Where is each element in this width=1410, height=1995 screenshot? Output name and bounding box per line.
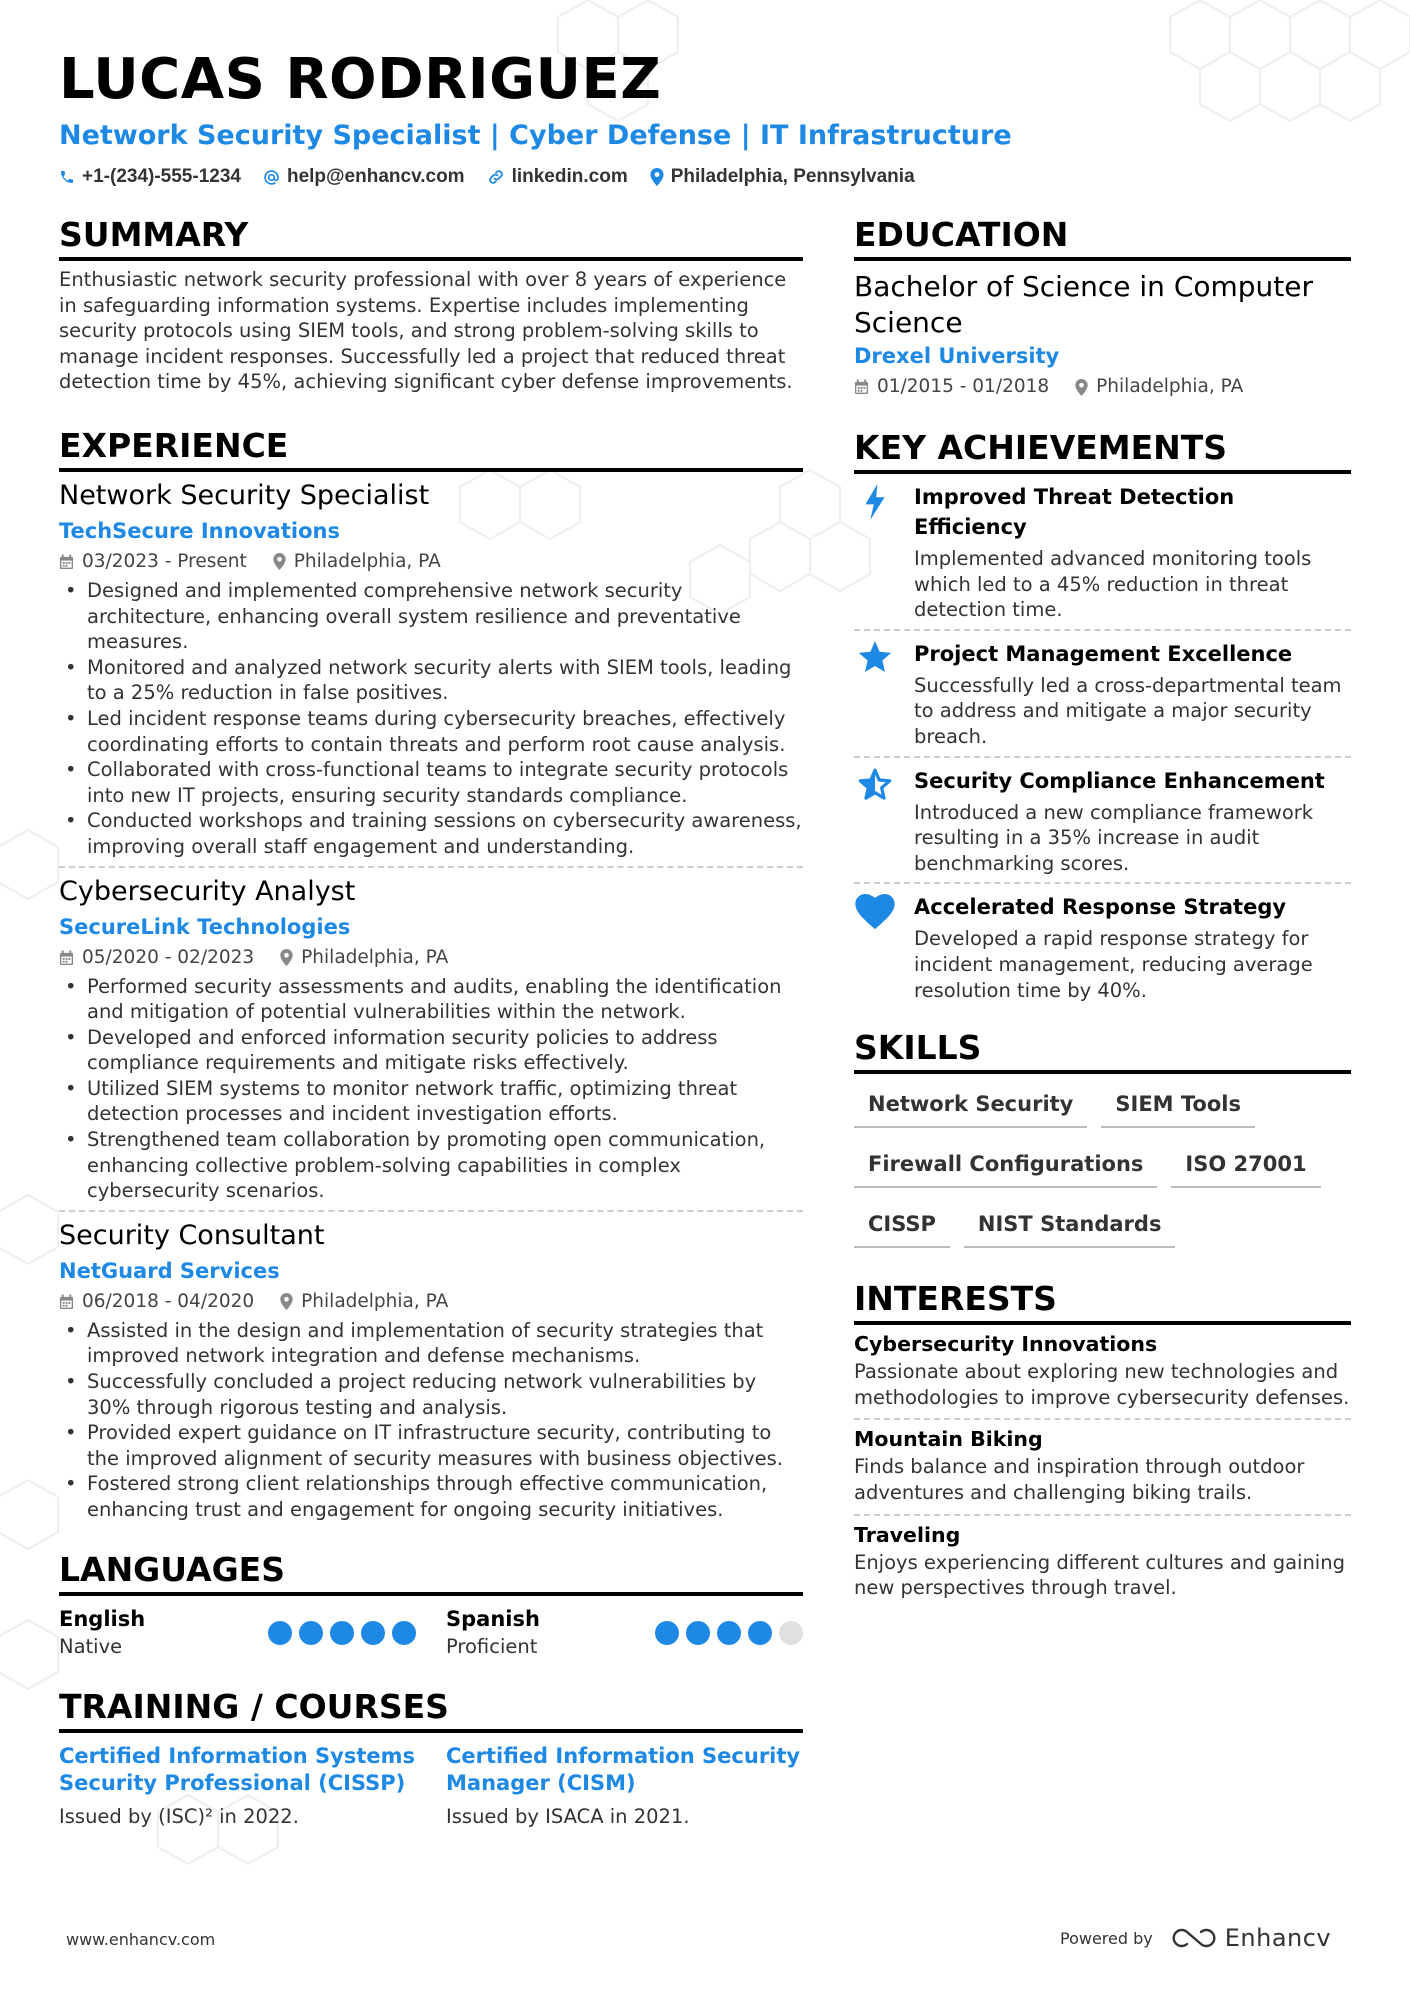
skill-tag: Firewall Configurations — [854, 1146, 1157, 1188]
job-title: Security Consultant — [59, 1219, 325, 1251]
experience-entry — [59, 478, 803, 868]
job-bullet: • Performed security assessments and audits, enabling the identification and mitigation of potential vulnerabilities within the network. — [59, 974, 803, 1025]
job-location-text: Philadelphia, PA — [301, 1290, 449, 1312]
calendar-icon — [854, 379, 869, 395]
candidate-name: LUCAS RODRIGUEZ — [59, 47, 662, 112]
candidate-title: Network Security Specialist | Cyber Defense | IT Infrastructure — [59, 120, 1012, 151]
skill-tag: CISSP — [854, 1206, 950, 1248]
contact-row — [59, 166, 1359, 188]
interest-desc: Finds balance and inspiration through outdoor adventures and challenging biking trails. — [854, 1455, 1305, 1504]
language-level: Proficient — [446, 1634, 538, 1658]
achievement-item — [854, 758, 1351, 885]
skill-tag: Network Security — [854, 1086, 1087, 1128]
achievement-desc: Implemented advanced monitoring tools which led to a 45% reduction in threat detection time. — [914, 547, 1312, 622]
training-heading: TRAINING / COURSES — [59, 1686, 803, 1733]
job-dates — [59, 548, 247, 576]
skills-section — [854, 1027, 1351, 1248]
star-outline-icon — [857, 768, 893, 802]
interest-item — [854, 1325, 1351, 1420]
footer-branding — [1060, 1924, 1331, 1952]
languages-list — [59, 1606, 803, 1660]
location-pin-icon — [650, 168, 664, 186]
experience-section — [59, 425, 803, 1529]
education-meta — [854, 373, 1351, 401]
location-pin-icon — [280, 1293, 293, 1310]
job-location — [280, 944, 448, 972]
summary-text: Enthusiastic network security professional with over 8 years of experience in safeguarding information systems. Expertise includes implementing security protocols using SIEM tools, and strong problem-solving skills to manage incident responses. Successfully led a project that reduced threat detection time by 45%, achieving significant cyber defense improvements. — [59, 268, 793, 394]
education-location-text: Philadelphia, PA — [1096, 376, 1244, 397]
course-item — [59, 1743, 416, 1830]
achievement-icon-wrap — [854, 766, 896, 877]
at-icon — [263, 169, 280, 186]
job-bullets — [59, 974, 803, 1204]
job-dates — [59, 944, 254, 972]
calendar-icon — [59, 950, 74, 966]
training-section — [59, 1686, 803, 1830]
interests-section — [854, 1278, 1351, 1609]
achievement-title: Improved Threat Detection Efficiency — [914, 485, 1235, 539]
education-heading: EDUCATION — [854, 214, 1351, 261]
experience-entry — [59, 874, 803, 1212]
language-name: Spanish — [446, 1606, 540, 1631]
job-dates-text: 03/2023 - Present — [82, 550, 247, 572]
heart-icon — [855, 894, 895, 930]
achievement-desc: Successfully led a cross-departmental team to address and mitigate a major security breach. — [914, 673, 1342, 748]
phone-icon — [59, 169, 75, 185]
language-name: English — [59, 1606, 146, 1631]
job-location — [273, 548, 441, 576]
job-bullet: • Conducted workshops and training sessions on cybersecurity awareness, improving overall staff engagement and understanding. — [59, 808, 803, 859]
interest-desc: Passionate about exploring new technologies and methodologies to improve cybersecurity defenses. — [854, 1360, 1350, 1409]
languages-section — [59, 1549, 803, 1660]
contact-phone-text: +1-(234)-555-1234 — [82, 166, 241, 187]
job-bullet: • Successfully concluded a project reducing network vulnerabilities by 30% through rigorous testing and analysis. — [59, 1369, 803, 1420]
achievement-item — [854, 884, 1351, 1009]
achievement-item — [854, 631, 1351, 758]
location-pin-icon — [1075, 379, 1088, 396]
brand-logo[interactable] — [1171, 1924, 1331, 1952]
job-bullet: • Strengthened team collaboration by promoting open communication, enhancing collective problem-solving capabilities in complex cybersecurity scenarios. — [59, 1127, 803, 1204]
job-meta — [59, 548, 803, 576]
interest-title: Traveling — [854, 1522, 961, 1547]
rating-dot-empty — [779, 1621, 803, 1645]
contact-email[interactable] — [263, 166, 465, 188]
contact-phone[interactable] — [59, 166, 241, 188]
school-name: Drexel University — [854, 344, 1060, 368]
right-column — [854, 214, 1351, 1609]
contact-location — [650, 166, 915, 188]
summary-section — [59, 214, 803, 395]
location-pin-icon — [273, 553, 286, 570]
interest-item — [854, 1420, 1351, 1515]
brand-name: Enhancv — [1224, 1924, 1332, 1952]
rating-dot-filled — [655, 1621, 679, 1645]
skill-tag: SIEM Tools — [1101, 1086, 1255, 1128]
job-bullet: • Collaborated with cross-functional teams to integrate security protocols into new IT projects, ensuring security standards compliance. — [59, 757, 803, 808]
skill-tag: ISO 27001 — [1171, 1146, 1320, 1188]
rating-dot-filled — [361, 1621, 385, 1645]
interest-title: Cybersecurity Innovations — [854, 1332, 1158, 1357]
job-bullet: • Utilized SIEM systems to monitor network traffic, optimizing threat detection processes and incident investigation efforts. — [59, 1076, 803, 1127]
job-bullet: • Developed and enforced information security policies to address compliance requirements and mitigate risks effectively. — [59, 1025, 803, 1076]
education-section — [854, 214, 1351, 401]
achievement-desc: Introduced a new compliance framework resulting in a 35% increase in audit benchmarking scores. — [914, 800, 1314, 875]
contact-linkedin-text: linkedin.com — [511, 166, 628, 187]
course-title: Certified Information Security Manager (CISM) — [446, 1743, 801, 1795]
achievements-section — [854, 427, 1351, 1009]
achievement-desc: Developed a rapid response strategy for incident management, reducing average resolution time by 40%. — [914, 927, 1313, 1002]
job-bullet: • Fostered strong client relationships through effective communication, enhancing trust and engagement for ongoing security initiatives. — [59, 1471, 803, 1522]
left-column — [59, 214, 803, 1830]
calendar-icon — [59, 1294, 74, 1310]
link-icon — [487, 168, 505, 186]
language-rating — [268, 1621, 416, 1645]
interest-item — [854, 1516, 1351, 1609]
job-meta — [59, 1288, 803, 1316]
language-level: Native — [59, 1634, 123, 1658]
achievement-title: Project Management Excellence — [914, 641, 1293, 666]
powered-by-label: Powered by — [1060, 1928, 1153, 1948]
achievement-title: Accelerated Response Strategy — [914, 895, 1287, 920]
job-bullet: • Designed and implemented comprehensive network security architecture, enhancing overall system resilience and preventative measures. — [59, 578, 803, 655]
job-location — [280, 1288, 448, 1316]
interest-desc: Enjoys experiencing different cultures and gaining new perspectives through travel. — [854, 1550, 1345, 1600]
course-item — [446, 1743, 803, 1830]
rating-dot-filled — [299, 1621, 323, 1645]
job-title: Network Security Specialist — [59, 479, 430, 511]
achievement-icon-wrap — [854, 482, 896, 623]
rating-dot-filled — [686, 1621, 710, 1645]
languages-heading: LANGUAGES — [59, 1549, 803, 1596]
interest-title: Mountain Biking — [854, 1427, 1043, 1452]
job-bullets — [59, 1318, 803, 1523]
training-list — [59, 1743, 803, 1830]
education-dates — [854, 373, 1049, 401]
skills-list — [854, 1086, 1351, 1248]
job-meta — [59, 944, 803, 972]
lightning-icon — [862, 484, 888, 520]
achievement-title: Security Compliance Enhancement — [914, 768, 1325, 793]
job-location-text: Philadelphia, PA — [301, 946, 449, 968]
job-bullet: • Assisted in the design and implementation of security strategies that improved network integration and defense mechanisms. — [59, 1318, 803, 1369]
achievement-item — [854, 474, 1351, 631]
education-dates-text: 01/2015 - 01/2018 — [877, 376, 1050, 397]
language-item — [59, 1606, 416, 1660]
language-item — [446, 1606, 803, 1660]
experience-heading: EXPERIENCE — [59, 425, 803, 472]
contact-linkedin[interactable] — [487, 166, 628, 188]
job-dates — [59, 1288, 254, 1316]
achievements-heading: KEY ACHIEVEMENTS — [854, 427, 1351, 474]
education-location — [1075, 373, 1243, 401]
rating-dot-filled — [268, 1621, 292, 1645]
language-rating — [655, 1621, 803, 1645]
star-icon — [857, 641, 893, 675]
resume-header — [59, 44, 1359, 188]
achievement-icon-wrap — [854, 639, 896, 750]
job-location-text: Philadelphia, PA — [293, 550, 441, 572]
location-pin-icon — [280, 949, 293, 966]
job-bullets — [59, 578, 803, 860]
footer-website[interactable]: www.enhancv.com — [66, 1930, 216, 1949]
job-dates-text: 05/2020 - 02/2023 — [82, 946, 255, 968]
summary-heading: SUMMARY — [59, 214, 803, 261]
job-bullet: • Led incident response teams during cybersecurity breaches, effectively coordinating efforts to contain threats and perform root cause analysis. — [59, 706, 803, 757]
enhancv-logo-icon — [1171, 1926, 1217, 1950]
skill-tag: NIST Standards — [964, 1206, 1176, 1248]
rating-dot-filled — [748, 1621, 772, 1645]
contact-email-text: help@enhancv.com — [286, 166, 465, 187]
job-title: Cybersecurity Analyst — [59, 875, 356, 907]
job-dates-text: 06/2018 - 04/2020 — [82, 1290, 255, 1312]
course-issuer: Issued by (ISC)² in 2022. — [59, 1804, 299, 1828]
rating-dot-filled — [392, 1621, 416, 1645]
course-issuer: Issued by ISACA in 2021. — [446, 1804, 690, 1828]
company-name: SecureLink Technologies — [59, 914, 351, 939]
experience-entry — [59, 1218, 803, 1529]
course-title: Certified Information Systems Security Professional (CISSP) — [59, 1743, 416, 1795]
contact-location-text: Philadelphia, Pennsylvania — [670, 166, 915, 187]
calendar-icon — [59, 554, 74, 570]
interests-heading: INTERESTS — [854, 1278, 1351, 1325]
skills-heading: SKILLS — [854, 1027, 1351, 1074]
job-bullet: • Provided expert guidance on IT infrastructure security, contributing to the improved alignment of security measures with business objectives. — [59, 1420, 803, 1471]
rating-dot-filled — [330, 1621, 354, 1645]
company-name: NetGuard Services — [59, 1258, 280, 1283]
degree-title: Bachelor of Science in Computer Science — [854, 270, 1314, 339]
company-name: TechSecure Innovations — [59, 518, 340, 543]
achievement-icon-wrap — [854, 892, 896, 1003]
rating-dot-filled — [717, 1621, 741, 1645]
job-bullet: • Monitored and analyzed network security alerts with SIEM tools, leading to a 25% reduction in false positives. — [59, 655, 803, 706]
